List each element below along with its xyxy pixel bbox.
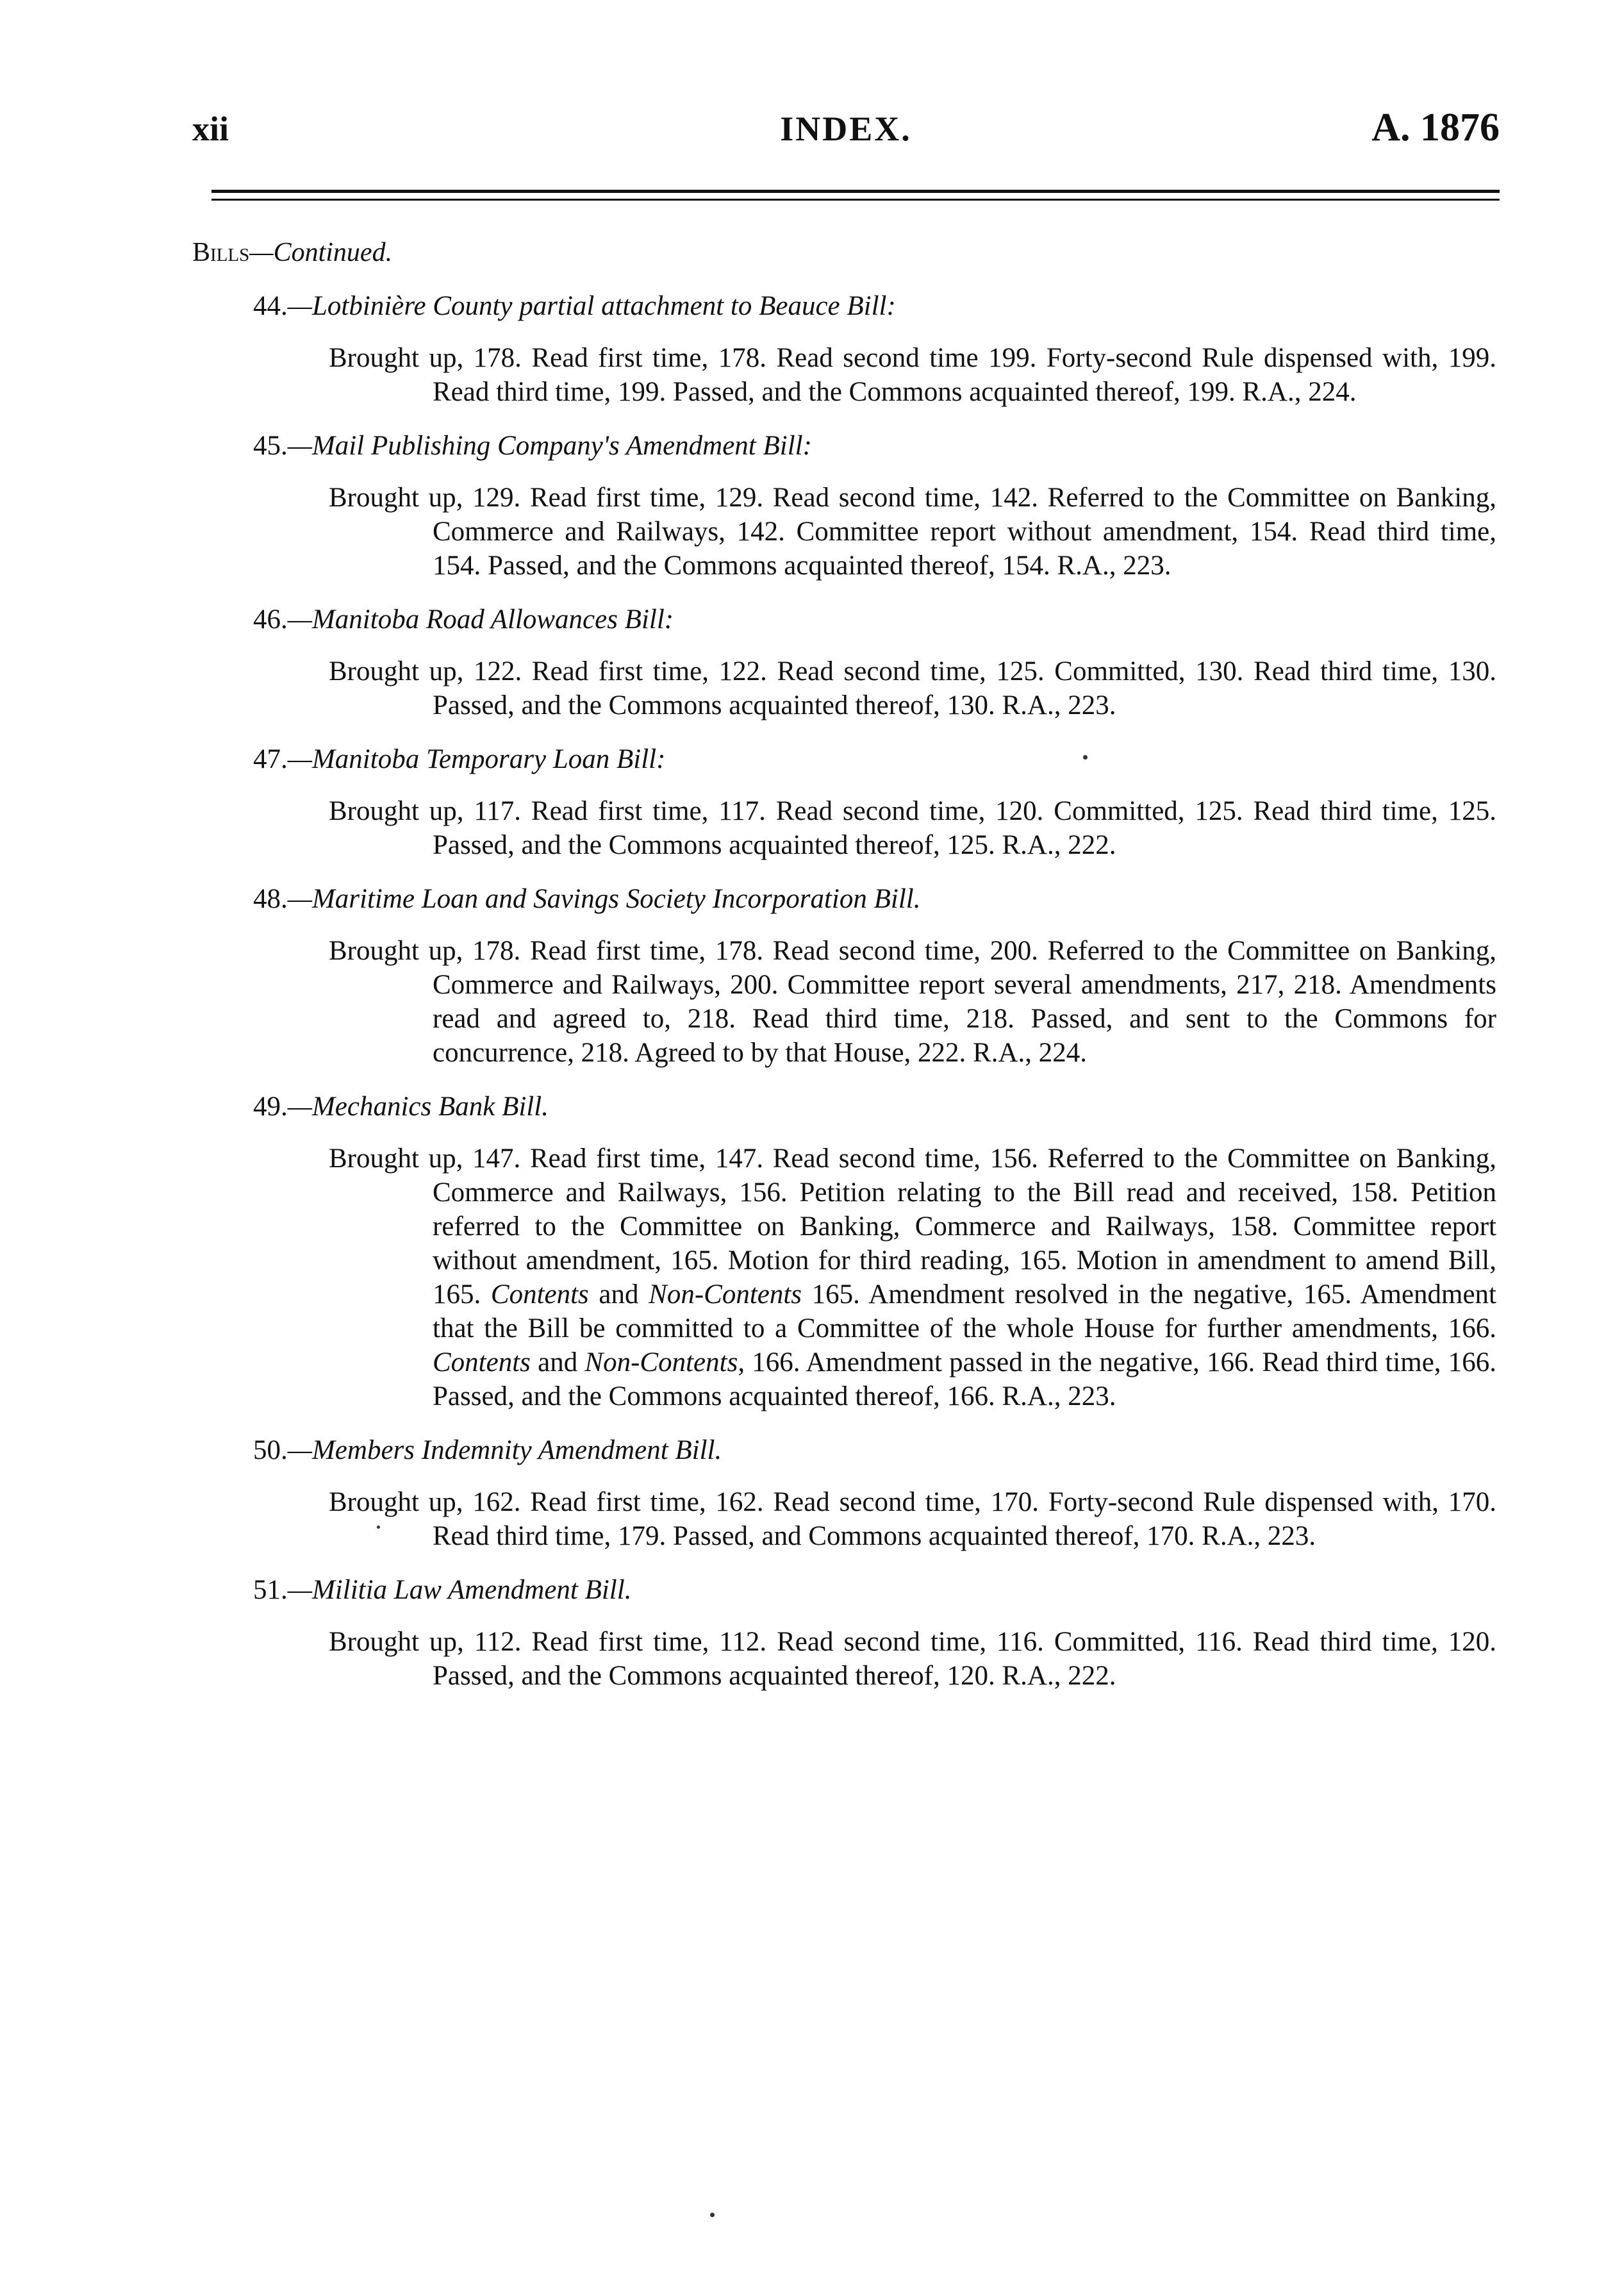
proceedings-text: and xyxy=(530,1347,585,1377)
print-speck xyxy=(377,1526,380,1529)
section-continued: —Continued. xyxy=(249,238,393,267)
bill-entry xyxy=(253,881,1496,1070)
bill-title xyxy=(253,742,1496,778)
print-speck xyxy=(710,2213,715,2217)
bill-title xyxy=(253,428,1496,464)
page-header xyxy=(192,106,1500,167)
bill-entry xyxy=(253,602,1496,722)
bill-proceedings: Brought up, 162. Read first time, 162. Read second time, 170. Forty-second Rule dispensed with, 170. Read third time, 179. Passed, and Commons acquainted thereof, 170. R.A., 223. xyxy=(329,1487,1496,1551)
header-rule-bottom xyxy=(211,199,1500,201)
bill-number: 50. xyxy=(253,1435,288,1465)
bill-entries xyxy=(253,288,1496,1712)
bill-name: —Lotbinière County partial attachment to Beauce Bill: xyxy=(287,291,896,321)
section-heading xyxy=(192,237,392,268)
bill-number: 44. xyxy=(253,291,288,321)
bill-entry xyxy=(253,1433,1496,1553)
bill-entry xyxy=(253,1572,1496,1693)
contents-term: Contents xyxy=(490,1279,589,1310)
proceedings-text: and xyxy=(588,1279,649,1310)
bill-number: 47. xyxy=(253,744,288,774)
bill-name: —Mechanics Bank Bill. xyxy=(287,1092,549,1122)
non-contents-term: Non-Contents xyxy=(584,1347,738,1377)
bill-name: —Militia Law Amendment Bill. xyxy=(287,1575,632,1605)
bill-name: —Mail Publishing Company's Amendment Bill: xyxy=(287,431,812,461)
bill-name: —Manitoba Temporary Loan Bill: xyxy=(287,744,666,774)
bill-proceedings xyxy=(329,1142,1496,1413)
proceedings-text: 165. Amendment resolved in the negative, 165. Amendment that the Bill be committed to a Committee of the whole House for further amendments, 166. xyxy=(433,1279,1497,1343)
page-title: INDEX. xyxy=(780,110,912,148)
bill-proceedings: Brought up, 112. Read first time, 112. Read second time, 116. Committed, 116. Read third time, 120. Passed, and the Commons acquainted thereof, 120. R.A., 222. xyxy=(329,1627,1496,1691)
bill-number: 49. xyxy=(253,1092,288,1122)
bill-title xyxy=(253,1089,1496,1125)
bill-title xyxy=(253,602,1496,638)
bill-number: 46. xyxy=(253,604,288,635)
bill-title xyxy=(253,288,1496,324)
page-year: A. 1876 xyxy=(1371,106,1500,149)
bill-entry xyxy=(253,288,1496,409)
bill-proceedings: Brought up, 122. Read first time, 122. Read second time, 125. Committed, 130. Read third time, 130. Passed, and the Commons acquainted thereof, 130. R.A., 223. xyxy=(329,656,1496,720)
bill-name: —Manitoba Road Allowances Bill: xyxy=(287,604,674,635)
bill-proceedings: Brought up, 178. Read first time, 178. Read second time 199. Forty-second Rule dispensed with, 199. Read third time, 199. Passed, and the Commons acquainted thereof, 199. R.A., 224. xyxy=(329,343,1496,407)
bill-entry xyxy=(253,742,1496,862)
bill-number: 51. xyxy=(253,1575,288,1605)
bill-proceedings: Brought up, 117. Read first time, 117. Read second time, 120. Committed, 125. Read third time, 125. Passed, and the Commons acquainted thereof, 125. R.A., 222. xyxy=(329,796,1496,860)
bill-title xyxy=(253,881,1496,917)
bill-entry xyxy=(253,1089,1496,1413)
proceedings-text: Brought up, 147. Read first time, 147. Read second time, 156. Referred to the Committee on Banking, Commerce and Railways, 156. Petition relating to the Bill read and received, 158. Petition referred to the Committee on Banking, Commerce and Railways, 158. Committee report without amendment, 165. Motion for third reading, 165. Motion in amendment to amend Bill, 165. xyxy=(329,1144,1496,1310)
bill-proceedings: Brought up, 178. Read first time, 178. Read second time, 200. Referred to the Committee on Banking, Commerce and Railways, 200. Committee report several amendments, 217, 218. Amendments read and agreed to, 218. Read third time, 218. Passed, and sent to the Commons for concurrence, 218. Agreed to by that House, 222. R.A., 224. xyxy=(329,936,1496,1068)
header-rule-top xyxy=(211,190,1500,193)
print-speck xyxy=(1083,755,1088,760)
contents-term: Contents xyxy=(433,1347,531,1377)
bill-number: 45. xyxy=(253,431,288,461)
page-number: xii xyxy=(192,110,229,148)
proceedings-text: , 166. Amendment passed in the negative, 166. Read third time, 166. Passed, and the Commons acquainted thereof, 166. R.A., 223. xyxy=(433,1347,1496,1411)
non-contents-term: Non-Contents xyxy=(649,1279,802,1310)
bill-number: 48. xyxy=(253,884,288,914)
bill-name: —Maritime Loan and Savings Society Incorporation Bill. xyxy=(287,884,921,914)
section-name: Bills xyxy=(192,238,250,267)
bill-proceedings: Brought up, 129. Read first time, 129. Read second time, 142. Referred to the Committee on Banking, Commerce and Railways, 142. Committee report without amendment, 154. Read third time, 154. Passed, and the Commons acquainted thereof, 154. R.A., 223. xyxy=(329,483,1496,581)
bill-entry xyxy=(253,428,1496,583)
bill-title xyxy=(253,1572,1496,1608)
bill-title xyxy=(253,1433,1496,1468)
bill-name: —Members Indemnity Amendment Bill. xyxy=(287,1435,722,1465)
